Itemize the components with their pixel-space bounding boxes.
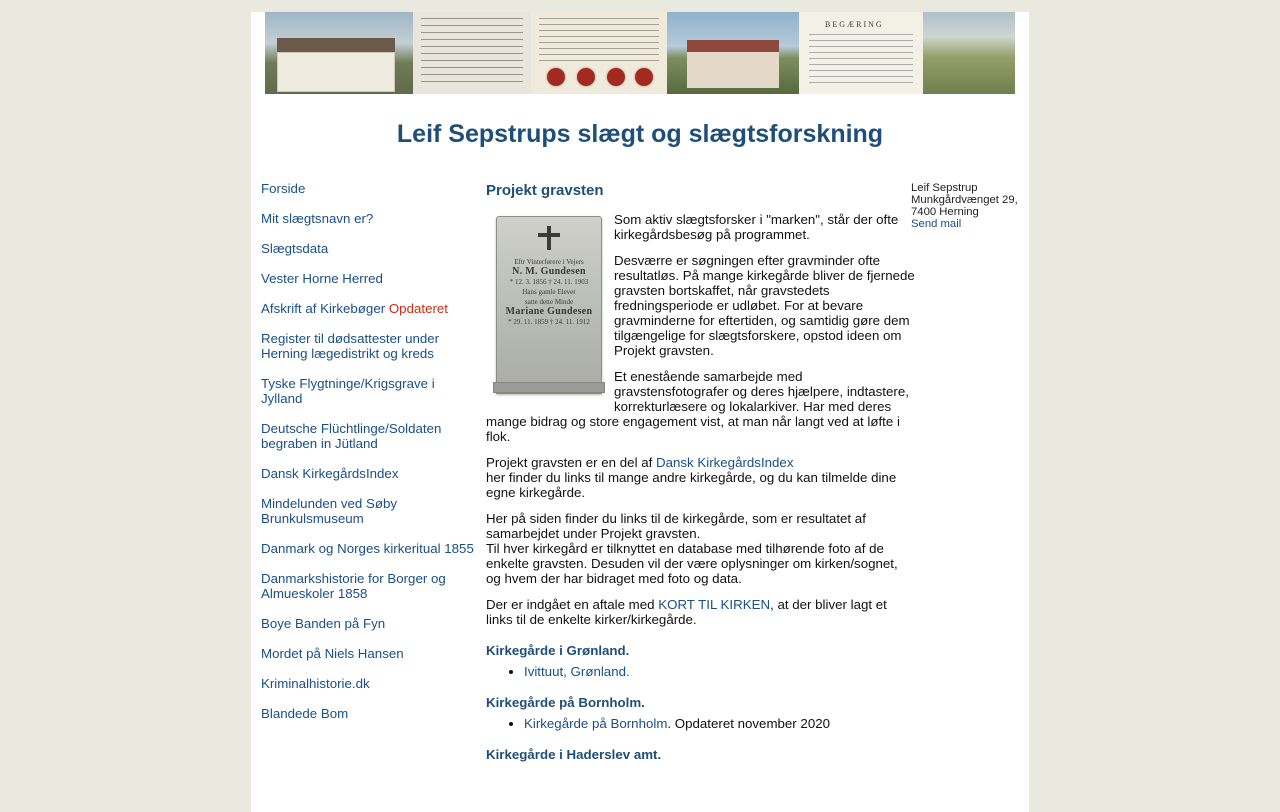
sidebar-item-forside[interactable] bbox=[261, 181, 476, 196]
link-kort-til-kirken[interactable]: KORT TIL KIRKEN bbox=[658, 597, 771, 612]
sidebar-item-mordet-paa-niels-hansen[interactable] bbox=[261, 646, 476, 661]
section-heading-bornholm: Kirkegårde på Bornholm. bbox=[486, 695, 645, 710]
main-layout bbox=[251, 171, 1029, 768]
list-item: • Kirkegårde på Bornholm. Opdateret november 2020 bbox=[524, 716, 916, 731]
sidebar-item-label: Slægtsdata bbox=[261, 241, 329, 256]
banner-document-header: BEGÆRING bbox=[825, 20, 884, 29]
sidebar-item-mit-slaegtsnavn[interactable] bbox=[261, 211, 476, 226]
sidebar-item-label: Mordet på Niels Hansen bbox=[261, 646, 404, 661]
banner-image-farm bbox=[667, 12, 799, 94]
section-list-groenland bbox=[486, 664, 916, 679]
sidebar-item-deutsche-fluechtlinge[interactable] bbox=[261, 421, 476, 451]
contact-address-line2: 7400 Herning bbox=[911, 206, 979, 218]
sidebar-item-label: Danmark og Norges kirkeritual 1855 bbox=[261, 541, 474, 556]
gravestone-base bbox=[493, 382, 605, 393]
paragraph-part-of bbox=[486, 455, 916, 500]
gravestone-line-3: * 12. 3. 1856 † 24. 11. 1903 bbox=[509, 278, 589, 286]
site-banner bbox=[265, 12, 1015, 94]
main-content bbox=[476, 171, 926, 768]
section-list-bornholm bbox=[486, 716, 916, 731]
sidebar-item-label: Forside bbox=[261, 181, 306, 196]
sidebar-item-label: Deutsche Flüchtlinge/Soldaten begraben in Jütland bbox=[261, 421, 442, 451]
banner-image-document bbox=[799, 12, 923, 94]
paragraph-agreement-post: , at der bliver lagt et links til de enkelte kirker/kirkegårde. bbox=[486, 597, 887, 627]
section-heading-haderslev: Kirkegårde i Haderslev amt. bbox=[486, 747, 662, 762]
banner-image-handwriting bbox=[413, 12, 531, 94]
sidebar-item-label: Mindelunden ved Søby Brunkulsmuseum bbox=[261, 496, 398, 526]
sidebar-item-label: Vester Horne Herred bbox=[261, 271, 383, 286]
paragraph-collaboration: Et enestående samarbejde med gravstensfotografer og deres hjælpere, indtastere, korrekturlæsere og lokalarkiver. Har med deres mange bidrag og store engagement vist, at man når langt ved at løfte i flok. bbox=[486, 369, 909, 444]
sidebar-nav bbox=[251, 171, 476, 736]
link-kirkegaarde-bornholm[interactable]: Kirkegårde på Bornholm bbox=[524, 716, 668, 731]
contact-address-line1: Munkgårdvænget 29, bbox=[911, 194, 1018, 206]
paragraph-links-line1: Her på siden finder du links til de kirkegårde, som er resultatet af samarbejdet under Projekt gravsten. bbox=[486, 511, 866, 541]
sidebar-item-danmarkshistorie-1858[interactable] bbox=[261, 571, 476, 601]
paragraph-links-line2: Til hver kirkegård er tilknyttet en database med tilhørende foto af de enkelte gravsten. Desuden vil der være oplysninger om kirken/sognet, og hvem der har bidraget med foto og data. bbox=[486, 541, 898, 586]
sidebar-item-kriminalhistorie[interactable] bbox=[261, 676, 476, 691]
sidebar-item-label: Blandede Bom bbox=[261, 706, 349, 721]
gravestone-line-6: Mariane Gundesen bbox=[505, 306, 593, 317]
sidebar-item-register-doedsattester[interactable] bbox=[261, 331, 476, 361]
sidebar-item-mindelunden[interactable] bbox=[261, 496, 476, 526]
sidebar-item-label: Mit slægtsnavn er? bbox=[261, 211, 374, 226]
sidebar-item-label: Tyske Flygtninge/Krigsgrave i Jylland bbox=[261, 376, 435, 406]
sidebar-item-label: Afskrift af Kirkebøger bbox=[261, 301, 386, 316]
sidebar-item-blandede-bom[interactable] bbox=[261, 706, 476, 721]
sidebar-item-afskrift-af-kirkeboeger[interactable] bbox=[261, 301, 476, 316]
link-ivittuut[interactable]: Ivittuut, Grønland. bbox=[524, 664, 630, 679]
sidebar-item-badge: Opdateret bbox=[388, 301, 448, 316]
cross-icon bbox=[547, 226, 551, 250]
page-title: Leif Sepstrups slægt og slægtsforskning bbox=[396, 120, 884, 148]
gravestone-line-2: N. M. Gundesen bbox=[512, 266, 586, 277]
paragraph-links-info bbox=[486, 511, 916, 586]
send-mail-link[interactable]: Send mail bbox=[911, 218, 962, 230]
section-heading-groenland: Kirkegårde i Grønland. bbox=[486, 643, 630, 658]
sidebar-item-tyske-flygtninge[interactable] bbox=[261, 376, 476, 406]
link-dansk-kirkegaardsindex[interactable]: Dansk KirkegårdsIndex bbox=[656, 455, 794, 470]
sidebar-item-label: Kriminalhistorie.dk bbox=[261, 676, 370, 691]
sidebar-item-boye-banden[interactable] bbox=[261, 616, 476, 631]
list-item bbox=[524, 664, 916, 679]
sidebar-item-label: Register til dødsattester under Herning lægedistrikt og kreds bbox=[261, 331, 440, 361]
paragraph-part-of-post: her finder du links til mange andre kirkegårde, og du kan tilmelde dine egne kirkegårde. bbox=[486, 470, 897, 500]
sidebar-item-kirkeritual-1855[interactable] bbox=[261, 541, 476, 556]
contact-name: Leif Sepstrup bbox=[911, 182, 978, 194]
gravestone-line-4: Hans gamle Elever bbox=[522, 288, 576, 296]
paragraph-agreement bbox=[486, 597, 916, 627]
gravestone-line-1: Eftr Vinterførere i Vejers bbox=[514, 258, 584, 266]
content-heading: Projekt gravsten bbox=[486, 182, 604, 199]
banner-image-dunes bbox=[923, 12, 1015, 94]
gravestone-inscription bbox=[497, 257, 601, 327]
sidebar-item-label: Danmarkshistorie for Borger og Almueskoler 1858 bbox=[261, 571, 446, 601]
paragraph-part-of-pre: Projekt gravsten er en del af bbox=[486, 455, 656, 470]
page-container bbox=[251, 12, 1029, 812]
sidebar-item-label: Boye Banden på Fyn bbox=[261, 616, 386, 631]
banner-image-wax-seals bbox=[531, 12, 667, 94]
gravestone-photo bbox=[496, 216, 602, 394]
gravestone-line-5: satte dette Minde bbox=[524, 298, 574, 306]
contact-info bbox=[911, 182, 1029, 230]
list-item-badge: Opdateret november 2020 bbox=[674, 716, 831, 731]
paragraph-intro: Som aktiv slægtsforsker i "marken", står der ofte kirkegårdsbesøg på programmet. bbox=[614, 212, 899, 242]
paragraph-background: Desværre er søgningen efter gravminder ofte resultatløs. På mange kirkegårde bliver de fjernede gravsten bortskaffet, når gravstedets fredningsperiode er udløbet. For at bevare gravminderne for eftertiden, og samtidig gøre dem tilgængelige for slægtsforskere, opstod ideen om Projekt gravsten. bbox=[614, 253, 915, 358]
paragraph-agreement-pre: Der er indgået en aftale med bbox=[486, 597, 659, 612]
gravestone-line-7: * 29. 11. 1859 † 24. 11. 1912 bbox=[508, 318, 590, 326]
banner-image-farmhouse bbox=[265, 12, 413, 94]
sidebar-item-vester-horne-herred[interactable] bbox=[261, 271, 476, 286]
sidebar-item-slaegtsdata[interactable] bbox=[261, 241, 476, 256]
sidebar-item-label: Dansk KirkegårdsIndex bbox=[261, 466, 399, 481]
sidebar-item-dansk-kirkegaardsindex[interactable] bbox=[261, 466, 476, 481]
